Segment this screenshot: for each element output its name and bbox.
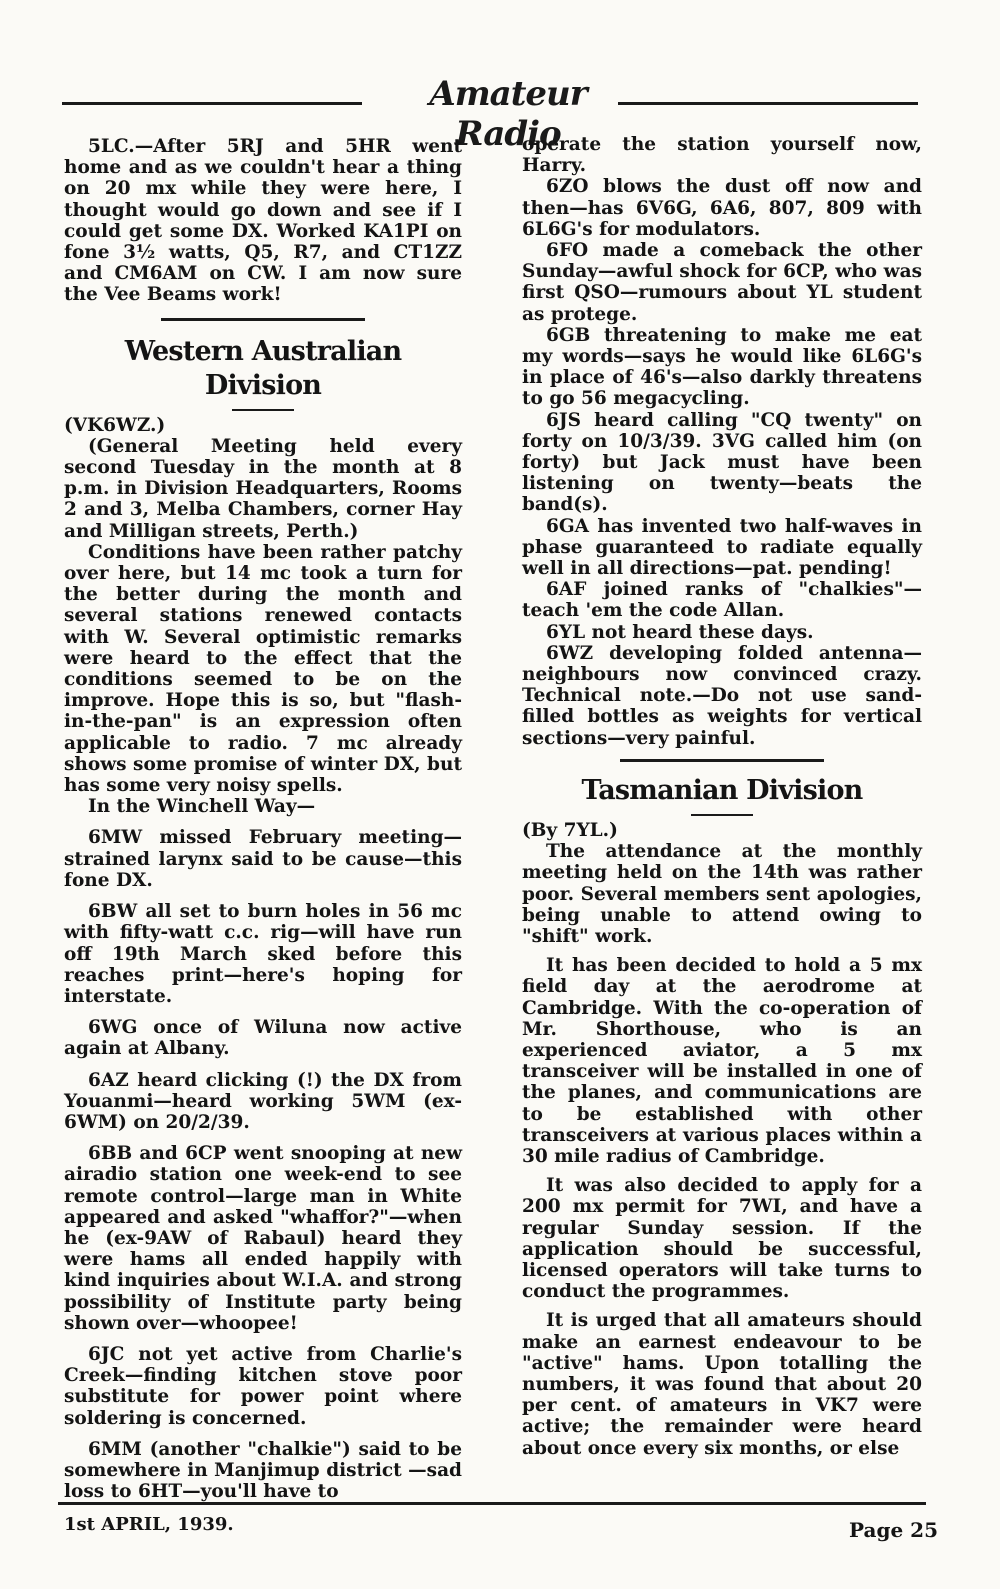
news-item: 6AZ heard clicking (!) the DX from Youanmi—heard working 5WM (ex-6WM) on 20/2/39. xyxy=(64,1069,462,1133)
news-item: 6MM (another "chalkie") said to be somewhere in Manjimup district —sad loss to 6HT—you'll have to xyxy=(64,1438,462,1503)
right-column xyxy=(522,134,922,1459)
news-item: 6BW all set to burn holes in 56 mc with fifty-watt c.c. rig—will have run off 19th March sked before this reaches print—here's hoping for interstate. xyxy=(64,901,462,1007)
heading-underline xyxy=(232,409,294,411)
section-divider xyxy=(620,759,824,762)
news-item: 6WZ developing folded antenna—neighbours now convinced crazy. Technical note.—Do not use sand-filled bottles as weights for vertical sections—very painful. xyxy=(522,642,922,749)
masthead xyxy=(58,72,926,154)
masthead-logo: Amateur Radio xyxy=(429,74,587,154)
continued-text: operate the station yourself now, Harry. xyxy=(522,134,922,177)
intro-paragraph: 5LC.—After 5RJ and 5HR went home and as we couldn't hear a thing on 20 mx while they were here, I thought would go down and see if I could get some DX. Worked KA1PI on fone 3½ watts, Q5, R7, and CT1ZZ and CM6AM on CW. I am now sure the Vee Beams work! xyxy=(64,136,462,306)
tasmania-paragraph: It has been decided to hold a 5 mx field day at the aerodrome at Cambridge. With the co-operation of Mr. Shorthouse, who is an experienced aviator, a 5 mx transceiver will be installed in one of the planes, and communications are to be established with other transceivers at various places within a 30 mile radius of Cambridge. xyxy=(522,955,922,1167)
conditions-paragraph: Conditions have been rather patchy over here, but 14 mc took a turn for the better during the month and several stations renewed contacts with W. Several optimistic remarks were heard to the effect that the conditions seemed to be on the improve. Hope this is so, but "flash-in-the-pan" is an expression often applicable to radio. 7 mc already shows some promise of winter DX, but has some very noisy spells. xyxy=(64,541,462,797)
winchell-lead: In the Winchell Way— xyxy=(88,796,316,818)
news-item: 6YL not heard these days. xyxy=(546,621,814,643)
heading-underline xyxy=(691,814,753,816)
section-heading-tasmania: Tasmanian Division xyxy=(581,774,863,806)
tasmania-paragraph: It is urged that all amateurs should make an earnest endeavour to be "active" hams. Upon totalling the numbers, it was found that about 20 per cent. of amateurs in VK7 were active; the remainder were heard about once every six months, or else xyxy=(522,1310,922,1459)
section-byline: (VK6WZ.) xyxy=(64,414,166,436)
news-item: 6WG once of Wiluna now active again at Albany. xyxy=(64,1017,462,1060)
tasmania-paragraph: The attendance at the monthly meeting held on the 14th was rather poor. Several members sent apologies, being unable to attend owing to "shift" work. xyxy=(522,841,922,947)
news-item: 6JC not yet active from Charlie's Creek—finding kitchen stove poor substitute for power point where soldering is concerned. xyxy=(64,1343,462,1429)
masthead-rule-left xyxy=(62,102,362,105)
news-item: 6BB and 6CP went snooping at new airadio station one week-end to see remote control—large man in White appeared and asked "whaffor?"—when he (ex-9AW of Rabaul) heard they were hams all ended happily with kind inquiries about W.I.A. and strong possibility of Institute party being shown over—whoopee! xyxy=(64,1143,462,1334)
meeting-notice: (General Meeting held every second Tuesday in the month at 8 p.m. in Division Headquarters, Rooms 2 and 3, Melba Chambers, corner Hay and Milligan streets, Perth.) xyxy=(64,435,462,542)
news-item: 6GB threatening to make me eat my words—says he would like 6L6G's in place of 46's—also darkly threatens to go 56 megacycling. xyxy=(522,324,922,410)
page-number: Page 25 xyxy=(849,1518,938,1542)
news-item: 6JS heard calling "CQ twenty" on forty on 10/3/39. 3VG called him (on forty) but Jack must have been listening on twenty—beats the band(s). xyxy=(522,409,922,516)
section-divider xyxy=(161,318,365,321)
news-item: 6FO made a comeback the other Sunday—awful shock for 6CP, who was first QSO—rumours about YL student as protege. xyxy=(522,240,922,325)
masthead-rule-right xyxy=(618,102,918,105)
news-item: 6GA has invented two half-waves in phase guaranteed to radiate equally well in all directions—pat. pending! xyxy=(522,515,922,580)
footer-rule xyxy=(58,1502,926,1505)
section-byline: (By 7YL.) xyxy=(522,819,618,841)
news-item: 6MW missed February meeting—strained larynx said to be cause—this fone DX. xyxy=(64,827,462,891)
tasmania-paragraph: It was also decided to apply for a 200 mx permit for 7WI, and have a regular Sunday session. If the application should be successful, licensed operators will take turns to conduct the programmes. xyxy=(522,1175,922,1303)
news-item: 6ZO blows the dust off now and then—has 6V6G, 6A6, 807, 809 with 6L6G's for modulators. xyxy=(522,176,922,240)
issue-date: 1st APRIL, 1939. xyxy=(64,1514,234,1535)
section-heading-western-australia: Western Australian Division xyxy=(124,335,402,401)
left-column xyxy=(64,136,462,1502)
news-item: 6AF joined ranks of "chalkies"—teach 'em the code Allan. xyxy=(522,579,922,622)
